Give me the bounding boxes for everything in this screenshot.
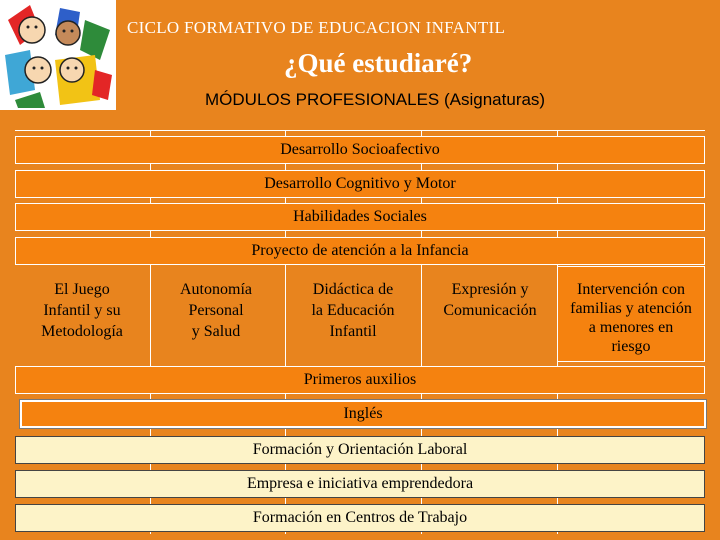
module-expresion (426, 279, 554, 321)
module-line: El Juego (54, 281, 110, 298)
module-intervencion (558, 280, 704, 356)
children-logo (0, 0, 116, 110)
module-line: a menores en (588, 319, 674, 336)
module-line: Intervención con (577, 281, 685, 298)
module-line: y Salud (191, 323, 241, 340)
module-line: Autonomía (180, 281, 252, 298)
module-label: Desarrollo Socioafectivo (280, 141, 440, 158)
module-desarrollo-cognitivo (15, 170, 705, 198)
module-line: Expresión y (451, 281, 529, 298)
module-line: Infantil y su (43, 302, 121, 319)
module-fol (15, 436, 705, 464)
module-line: familias y atención (570, 300, 692, 317)
module-line: Didáctica de (312, 281, 394, 298)
module-primeros-auxilios (15, 366, 705, 394)
module-desarrollo-socioafectivo (15, 136, 705, 164)
module-autonomia (154, 279, 278, 342)
subtitle: MÓDULOS PROFESIONALES (Asignaturas) (205, 90, 546, 109)
children-logo-icon (0, 0, 116, 110)
module-intervencion-box (557, 266, 705, 362)
module-line: Infantil (329, 323, 377, 340)
module-habilidades-sociales (15, 203, 705, 231)
module-proyecto (15, 237, 705, 265)
module-el-juego (20, 279, 144, 342)
module-ingles (20, 400, 706, 428)
module-didactica (290, 279, 416, 342)
module-label: Formación y Orientación Laboral (252, 441, 468, 458)
module-label: Primeros auxilios (303, 371, 417, 388)
module-line: Metodología (41, 323, 123, 340)
module-label: Inglés (343, 405, 383, 422)
module-empresa (15, 470, 705, 498)
module-label: Proyecto de atención a la Infancia (251, 242, 469, 259)
page-title: CICLO FORMATIVO DE EDUCACION INFANTIL (127, 18, 506, 37)
grid-line (15, 130, 705, 131)
question-heading: ¿Qué estudiaré? (284, 48, 473, 78)
module-line: riesgo (611, 338, 651, 355)
module-label: Empresa e iniciativa emprendedora (246, 475, 474, 492)
module-label: Desarrollo Cognitivo y Motor (264, 175, 456, 192)
module-label: Habilidades Sociales (293, 208, 427, 225)
module-line: Personal (188, 302, 244, 319)
module-line: Comunicación (443, 302, 537, 319)
module-label: Formación en Centros de Trabajo (252, 509, 468, 526)
module-line: la Educación (311, 302, 395, 319)
module-fct (15, 504, 705, 532)
